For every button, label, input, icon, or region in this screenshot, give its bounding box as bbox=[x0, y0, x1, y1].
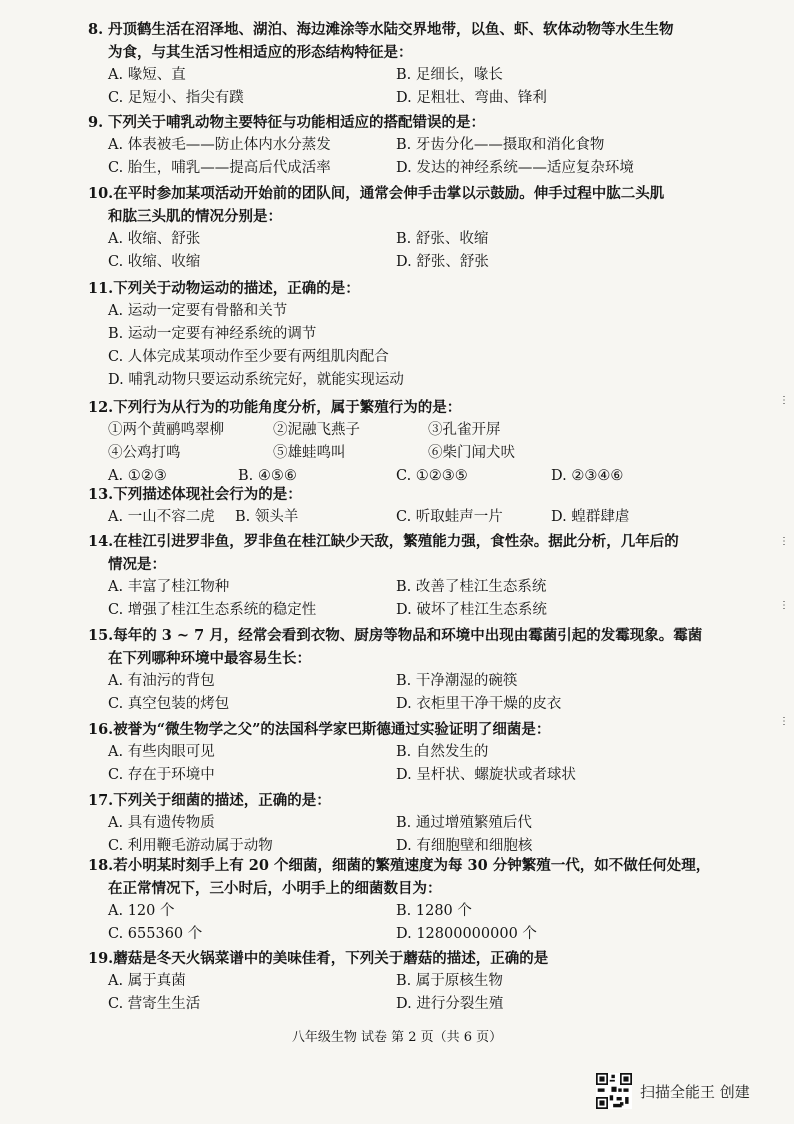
option-b: B. 1280 个 bbox=[396, 903, 472, 919]
option-a: A. 有些肉眼可见 bbox=[108, 744, 215, 760]
question-11 bbox=[88, 277, 728, 392]
question-number: 8. bbox=[88, 21, 104, 38]
question-text: 下列关于细菌的描述，正确的是： bbox=[113, 792, 331, 809]
question-10 bbox=[88, 182, 728, 274]
option-b: B. 牙齿分化——摄取和消化食物 bbox=[396, 137, 605, 153]
item-2: ②泥融飞燕子 bbox=[273, 422, 360, 438]
question-8 bbox=[88, 18, 728, 110]
option-b: B. 改善了桂江生态系统 bbox=[396, 579, 547, 595]
question-stem bbox=[88, 111, 728, 134]
option-a: A. 属于真菌 bbox=[108, 973, 186, 989]
question-19 bbox=[88, 947, 728, 1016]
scan-mark: ⋮ bbox=[779, 716, 789, 727]
question-text: 蘑菇是冬天火锅菜谱中的美味佳肴，下列关于蘑菇的描述，正确的是 bbox=[113, 950, 549, 967]
item-3: ③孔雀开屏 bbox=[428, 422, 501, 438]
option-d: D. ②③④⑥ bbox=[551, 468, 624, 484]
options-row bbox=[88, 670, 728, 693]
scan-mark: ⋮ bbox=[779, 536, 789, 547]
options-row bbox=[88, 64, 728, 87]
question-stem bbox=[88, 277, 728, 300]
options-row bbox=[88, 251, 728, 274]
watermark-text: 扫描全能王 创建 bbox=[640, 1082, 750, 1101]
option-a: A. 有油污的背包 bbox=[108, 673, 215, 689]
question-18 bbox=[88, 854, 728, 946]
option-c: C. ①②③⑤ bbox=[396, 468, 468, 484]
question-number: 17. bbox=[88, 792, 114, 809]
options-row bbox=[88, 900, 728, 923]
question-stem bbox=[88, 396, 728, 419]
option-c: C. 655360 个 bbox=[108, 926, 203, 942]
question-text: 在桂江引进罗非鱼，罗非鱼在桂江缺少天敌，繁殖能力强，食性杂。据此分析，几年后的 bbox=[113, 533, 679, 550]
options-row bbox=[88, 228, 728, 251]
options-row bbox=[88, 741, 728, 764]
options-row bbox=[88, 576, 728, 599]
options-row bbox=[88, 369, 728, 392]
options-row bbox=[88, 300, 728, 323]
option-c: C. 存在于环境中 bbox=[108, 767, 215, 783]
question-stem bbox=[88, 530, 728, 576]
option-d: D. 发达的神经系统——适应复杂环境 bbox=[396, 160, 634, 176]
question-17 bbox=[88, 789, 728, 858]
option-c: C. 足短小、指尖有蹼 bbox=[108, 90, 244, 106]
item-4: ④公鸡打鸣 bbox=[108, 445, 181, 461]
question-stem bbox=[88, 624, 728, 670]
option-a: A. 120 个 bbox=[108, 903, 175, 919]
question-text: 被誉为“微生物学之父”的法国科学家巴斯德通过实验证明了细菌是： bbox=[113, 721, 551, 738]
question-number: 10. bbox=[88, 185, 114, 202]
question-text: 下列关于动物运动的描述，正确的是： bbox=[113, 280, 360, 297]
option-b: B. 舒张、收缩 bbox=[396, 231, 489, 247]
scan-mark: ⋮ bbox=[779, 600, 789, 611]
question-text: 若小明某时刻手上有 20 个细菌，细菌的繁殖速度为每 30 分钟繁殖一代，如不做任何处理， bbox=[113, 857, 711, 874]
question-16 bbox=[88, 718, 728, 787]
question-text-continued: 为食，与其生活习性相适应的形态结构特征是： bbox=[108, 44, 413, 61]
options-row bbox=[88, 346, 728, 369]
option-c: C. 真空包装的烤包 bbox=[108, 696, 230, 712]
option-b: B. ④⑤⑥ bbox=[238, 468, 297, 484]
question-text: 每年的 3 ~ 7 月，经常会看到衣物、厨房等物品和环境中出现由霉菌引起的发霉现象。霉菌 bbox=[113, 627, 703, 644]
option-c: C. 人体完成某项动作至少要有两组肌肉配合 bbox=[108, 349, 389, 365]
question-number: 18. bbox=[88, 857, 114, 874]
option-c: C. 营寄生生活 bbox=[108, 996, 201, 1012]
options-row bbox=[88, 323, 728, 346]
scan-mark: ⋮ bbox=[779, 395, 789, 406]
question-15 bbox=[88, 624, 728, 716]
question-14 bbox=[88, 530, 728, 622]
option-a: A. 体表被毛——防止体内水分蒸发 bbox=[108, 137, 331, 153]
options-row bbox=[88, 693, 728, 716]
question-text: 下列关于哺乳动物主要特征与功能相适应的搭配错误的是： bbox=[108, 114, 485, 131]
option-a: A. 喙短、直 bbox=[108, 67, 186, 83]
question-text: 丹顶鹤生活在沼泽地、湖泊、海边滩涂等水陆交界地带，以鱼、虾、软体动物等水生生物 bbox=[108, 21, 674, 38]
items-row bbox=[88, 442, 728, 465]
option-d: D. 舒张、舒张 bbox=[396, 254, 489, 270]
question-stem bbox=[88, 18, 728, 64]
question-text: 下列描述体现社会行为的是： bbox=[113, 486, 302, 503]
option-b: B. 足细长，喙长 bbox=[396, 67, 503, 83]
option-a: A. ①②③ bbox=[108, 468, 167, 484]
question-number: 13. bbox=[88, 486, 114, 503]
options-row bbox=[88, 506, 728, 529]
options-row bbox=[88, 599, 728, 622]
question-text: 下列行为从行为的功能角度分析，属于繁殖行为的是： bbox=[113, 399, 462, 416]
question-stem bbox=[88, 483, 728, 506]
item-6: ⑥柴门闻犬吠 bbox=[428, 445, 515, 461]
option-d: D. 足粗壮、弯曲、锋利 bbox=[396, 90, 547, 106]
option-d: D. 哺乳动物只要运动系统完好，就能实现运动 bbox=[108, 372, 404, 388]
question-number: 9. bbox=[88, 114, 104, 131]
question-12 bbox=[88, 396, 728, 488]
question-number: 14. bbox=[88, 533, 114, 550]
option-a: A. 一山不容二虎 bbox=[108, 509, 215, 525]
options-row bbox=[88, 134, 728, 157]
question-number: 16. bbox=[88, 721, 114, 738]
question-stem bbox=[88, 789, 728, 812]
options-row bbox=[88, 970, 728, 993]
options-row bbox=[88, 87, 728, 110]
question-stem bbox=[88, 182, 728, 228]
question-number: 11. bbox=[88, 280, 114, 297]
options-row bbox=[88, 923, 728, 946]
options-row bbox=[88, 157, 728, 180]
qr-code-icon bbox=[596, 1073, 632, 1109]
options-row bbox=[88, 764, 728, 787]
question-stem bbox=[88, 718, 728, 741]
question-number: 12. bbox=[88, 399, 114, 416]
question-text-continued: 情况是： bbox=[108, 556, 166, 573]
scanner-watermark bbox=[596, 1071, 750, 1111]
page-footer: 八年级生物 试卷 第 2 页（共 6 页） bbox=[291, 1030, 503, 1045]
option-a: A. 丰富了桂江物种 bbox=[108, 579, 230, 595]
option-a: A. 具有遗传物质 bbox=[108, 815, 215, 831]
option-b: B. 运动一定要有神经系统的调节 bbox=[108, 326, 317, 342]
item-5: ⑤雄蛙鸣叫 bbox=[273, 445, 346, 461]
option-c: C. 增强了桂江生态系统的稳定性 bbox=[108, 602, 317, 618]
options-row bbox=[88, 993, 728, 1016]
question-number: 19. bbox=[88, 950, 114, 967]
question-stem bbox=[88, 854, 728, 900]
option-b: B. 属于原核生物 bbox=[396, 973, 503, 989]
option-d: D. 蝗群肆虐 bbox=[551, 509, 630, 525]
question-text-continued: 在下列哪种环境中最容易生长： bbox=[108, 650, 311, 667]
option-b: B. 自然发生的 bbox=[396, 744, 489, 760]
option-d: D. 呈杆状、螺旋状或者球状 bbox=[396, 767, 576, 783]
question-9 bbox=[88, 111, 728, 180]
option-c: C. 利用鞭毛游动属于动物 bbox=[108, 838, 273, 854]
option-d: D. 进行分裂生殖 bbox=[396, 996, 504, 1012]
item-1: ①两个黄鹂鸣翠柳 bbox=[108, 422, 224, 438]
items-row bbox=[88, 419, 728, 442]
question-text: 在平时参加某项活动开始前的团队间，通常会伸手击掌以示鼓励。伸手过程中肱二头肌 bbox=[113, 185, 665, 202]
question-number: 15. bbox=[88, 627, 114, 644]
options-row bbox=[88, 812, 728, 835]
option-d: D. 衣柜里干净干燥的皮衣 bbox=[396, 696, 562, 712]
question-13 bbox=[88, 483, 728, 529]
option-b: B. 通过增殖繁殖后代 bbox=[396, 815, 532, 831]
option-c: C. 听取蛙声一片 bbox=[396, 509, 503, 525]
question-stem bbox=[88, 947, 728, 970]
question-text-continued: 在正常情况下，三小时后，小明手上的细菌数目为： bbox=[108, 880, 442, 897]
option-c: C. 收缩、收缩 bbox=[108, 254, 201, 270]
option-a: A. 收缩、舒张 bbox=[108, 231, 201, 247]
option-d: D. 有细胞壁和细胞核 bbox=[396, 838, 533, 854]
option-a: A. 运动一定要有骨骼和关节 bbox=[108, 303, 288, 319]
option-c: C. 胎生，哺乳——提高后代成活率 bbox=[108, 160, 331, 176]
option-b: B. 干净潮湿的碗筷 bbox=[396, 673, 518, 689]
option-d: D. 破坏了桂江生态系统 bbox=[396, 602, 547, 618]
option-b: B. 领头羊 bbox=[235, 509, 299, 525]
question-text-continued: 和肱三头肌的情况分别是： bbox=[108, 208, 282, 225]
option-d: D. 12800000000 个 bbox=[396, 926, 537, 942]
